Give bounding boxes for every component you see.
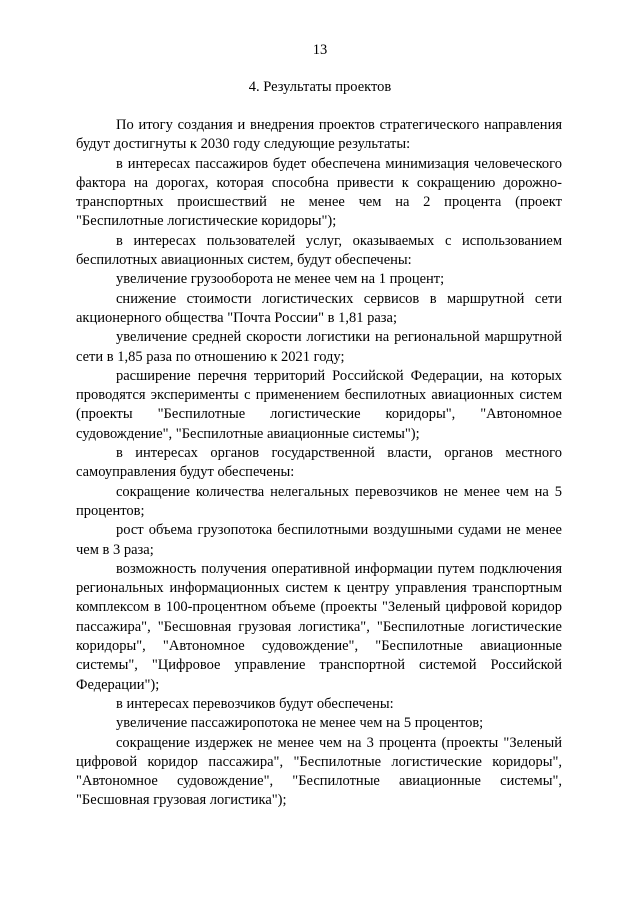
paragraph: По итогу создания и внедрения проектов стратегического направления будут достигнуты к 2030 году следующие результаты: (76, 117, 562, 153)
paragraph: увеличение грузооборота не менее чем на 1 процент; (116, 271, 445, 288)
page-number: 13 (312, 42, 328, 58)
paragraph: в интересах органов государственной власти, органов местного самоуправления будут обеспечены: (76, 445, 562, 481)
paragraph: в интересах перевозчиков будут обеспечены: (116, 695, 394, 712)
paragraph: расширение перечня территорий Российской Федерации, на которых проводятся эксперименты с применением беспилотных авиационных систем (проекты "Беспилотные логистические коридоры", "Автономное судовождение", "Беспилотные авиационные системы"); (76, 367, 562, 442)
paragraph: в интересах пассажиров будет обеспечена минимизация человеческого фактора на дорогах, которая способна привести к сокращению дорожно-транспортных происшествий не менее чем на 2 процента (проект "Беспилотные логистические коридоры"); (76, 155, 562, 230)
paragraph: рост объема грузопотока беспилотными воздушными судами не менее чем в 3 раза; (76, 522, 562, 558)
paragraph: в интересах пользователей услуг, оказываемых с использованием беспилотных авиационных систем, будут обеспечены: (76, 232, 562, 269)
paragraph: увеличение пассажиропотока не менее чем на 5 процентов; (116, 715, 484, 732)
paragraph: снижение стоимости логистических сервисов в маршрутной сети акционерного общества "Почта России" в 1,81 раза; (76, 290, 562, 326)
paragraph: увеличение средней скорости логистики на региональной маршрутной сети в 1,85 раза по отношению к 2021 году; (76, 329, 562, 365)
paragraph: сокращение количества нелегальных перевозчиков не менее чем на 5 процентов; (76, 483, 562, 519)
paragraph: возможность получения оперативной информации путем подключения региональных информационных систем к центру управления транспортным комплексом в 100-процентном объеме (проекты "Зеленый цифровой коридор пассажира", "Бесшовная грузовая логистика", "Беспилотные логистические коридоры", "Автономное судовождение", "Беспилотные авиационные системы", "Цифровое управление транспортной системой Российской Федерации"); (76, 560, 562, 693)
paragraph: сокращение издержек не менее чем на 3 процента (проекты "Зеленый цифровой коридор пассажира", "Беспилотные логистические коридоры", "Автономное судовождение", "Беспилотные авиационные системы", "Бесшовная грузовая логистика"); (76, 734, 562, 809)
section-title: 4. Результаты проектов (248, 79, 392, 95)
body-text (76, 116, 562, 811)
